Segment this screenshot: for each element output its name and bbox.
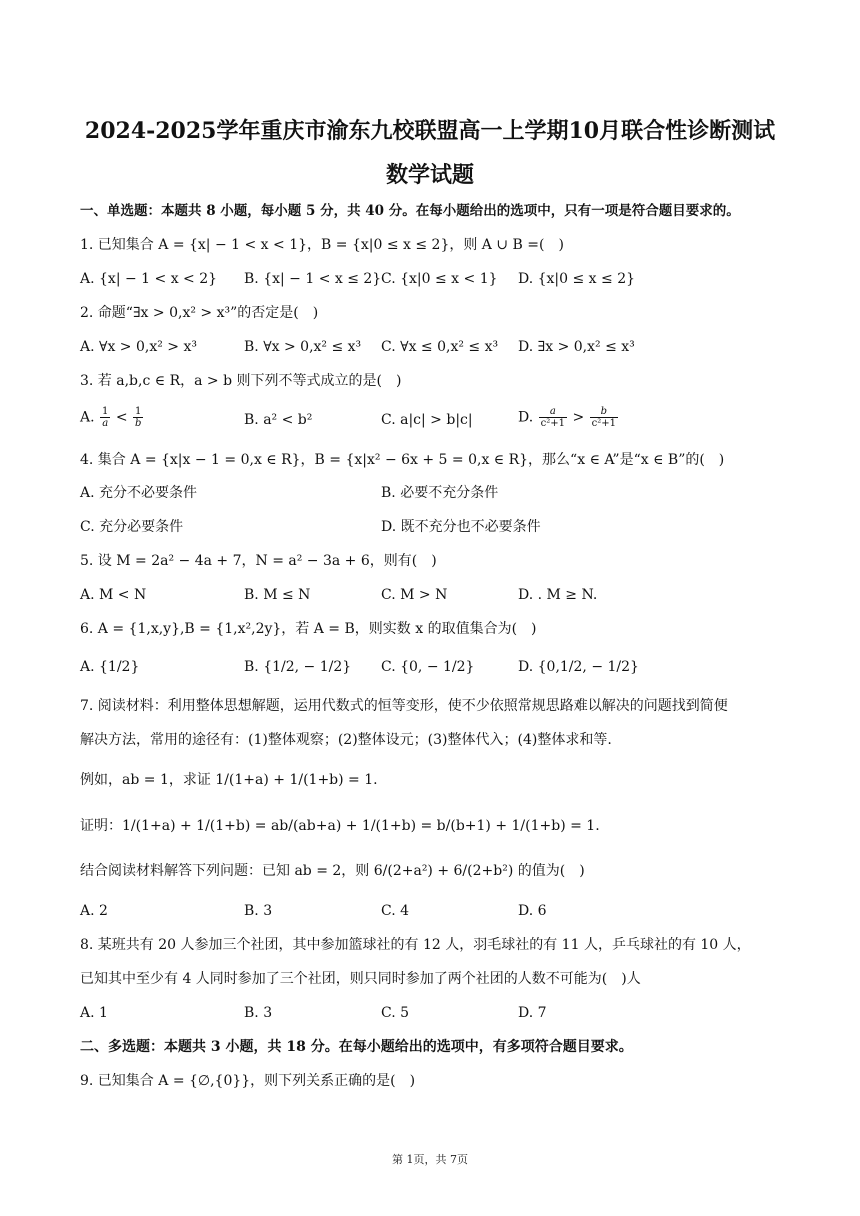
question-5-option-b: B. M ≤ N [244, 587, 311, 603]
exam-title-line1: 2024-2025学年重庆市渝东九校联盟高一上学期10月联合性诊断测试 [84, 118, 776, 144]
fraction-numerator: 1 [133, 406, 143, 418]
question-7-example: 例如，ab = 1，求证 1/(1+a) + 1/(1+b) = 1. [80, 772, 378, 788]
question-3-option-d-fraction-1 [539, 406, 567, 429]
fraction-denominator: b [135, 418, 142, 429]
question-4-option-c: C. 充分必要条件 [80, 519, 184, 535]
question-7-option-a: A. 2 [80, 903, 108, 919]
question-3-option-a-fraction-1 [100, 406, 110, 429]
question-4-option-d: D. 既不充分也不必要条件 [381, 519, 541, 535]
fraction-numerator: a [539, 406, 567, 418]
question-7-option-d: D. 6 [518, 903, 547, 919]
question-7-proof: 证明：1/(1+a) + 1/(1+b) = ab/(ab+a) + 1/(1+b) = b/(b+1) + 1/(1+b) = 1. [80, 818, 600, 834]
fraction-numerator: b [590, 406, 618, 418]
question-2-option-b: B. ∀x > 0,x² ≤ x³ [244, 339, 362, 355]
question-5-option-a: A. M < N [80, 587, 147, 603]
question-2-option-d: D. ∃x > 0,x² ≤ x³ [518, 339, 635, 355]
question-3-option-a [80, 406, 144, 429]
question-6-stem: 6. A = {1,x,y},B = {1,x²,2y}，若 A = B，则实数 x 的取值集合为( ) [80, 621, 537, 637]
question-4-stem: 4. 集合 A = {x|x − 1 = 0,x ∈ R}，B = {x|x² − 6x + 5 = 0,x ∈ R}，那么“x ∈ A”是“x ∈ B”的( ) [80, 452, 725, 468]
question-3-stem: 3. 若 a,b,c ∈ R，a > b 则下列不等式成立的是( ) [80, 373, 402, 389]
question-1-option-c: C. {x|0 ≤ x < 1} [381, 271, 498, 287]
question-1-option-d: D. {x|0 ≤ x ≤ 2} [518, 271, 636, 287]
question-3-option-a-label: A. [80, 409, 95, 426]
question-1-stem: 1. 已知集合 A = {x| − 1 < x < 1}，B = {x|0 ≤ x ≤ 2}，则 A ∪ B =( ) [80, 237, 564, 253]
section-heading-multiple-choice: 二、多选题：本题共 3 小题，共 18 分。在每小题给出的选项中，有多项符合题目要求。 [80, 1039, 633, 1055]
question-8-option-d: D. 7 [518, 1005, 547, 1021]
question-4-option-b: B. 必要不充分条件 [381, 485, 499, 501]
exam-title-line2: 数学试题 [385, 162, 474, 188]
question-8-option-c: C. 5 [381, 1005, 410, 1021]
question-4-option-a: A. 充分不必要条件 [80, 485, 198, 501]
question-7-line-1: 7. 阅读材料：利用整体思想解题，运用代数式的恒等变形，使不少依照常规思路难以解决的问题找到简便 [80, 698, 728, 714]
question-7-line-2: 解决方法，常用的途径有：(1)整体观察；(2)整体设元；(3)整体代入；(4)整体求和等. [80, 732, 612, 748]
question-8-line-1: 8. 某班共有 20 人参加三个社团，其中参加篮球社的有 12 人，羽毛球社的有 11 人，乒乓球社的有 10 人， [80, 937, 751, 953]
question-5-option-c: C. M > N [381, 587, 448, 603]
question-3-option-d-label: D. [518, 409, 534, 426]
question-3-option-d [518, 406, 619, 429]
question-3-option-c: C. a|c| > b|c| [381, 412, 473, 428]
question-6-option-a: A. {1/2} [80, 659, 140, 675]
question-2-option-c: C. ∀x ≤ 0,x² ≤ x³ [381, 339, 499, 355]
question-8-option-b: B. 3 [244, 1005, 273, 1021]
question-5-stem: 5. 设 M = 2a² − 4a + 7，N = a² − 3a + 6，则有( ) [80, 553, 437, 569]
question-3-option-a-fraction-2 [133, 406, 143, 429]
fraction-numerator: 1 [102, 406, 109, 417]
question-6-option-d: D. {0,1/2, − 1/2} [518, 659, 639, 675]
question-3-option-a-operator: < [115, 409, 128, 426]
question-7-ask: 结合阅读材料解答下列问题：已知 ab = 2，则 6/(2+a²) + 6/(2+b²) 的值为( ) [80, 863, 585, 879]
question-3-option-d-operator: > [572, 409, 585, 426]
question-7-option-c: C. 4 [381, 903, 410, 919]
question-7-option-b: B. 3 [244, 903, 273, 919]
question-8-line-2: 已知其中至少有 4 人同时参加了三个社团，则只同时参加了两个社团的人数不可能为( )人 [80, 971, 641, 987]
question-6-option-c: C. {0, − 1/2} [381, 659, 475, 675]
page-footer: 第 1页，共 7页 [392, 1153, 468, 1166]
question-1-option-b: B. {x| − 1 < x ≤ 2} [244, 271, 382, 287]
question-3-option-d-fraction-2 [590, 406, 618, 429]
question-2-stem: 2. 命题“∃x > 0,x² > x³”的否定是( ) [80, 305, 319, 321]
fraction-denominator: a [102, 418, 109, 429]
question-2-option-a: A. ∀x > 0,x² > x³ [80, 339, 197, 355]
section-heading-single-choice: 一、单选题：本题共 8 小题，每小题 5 分，共 40 分。在每小题给出的选项中，只有一项是符合题目要求的。 [80, 203, 740, 219]
question-8-option-a: A. 1 [80, 1005, 108, 1021]
fraction-denominator: c²+1 [540, 418, 565, 429]
question-1-option-a: A. {x| − 1 < x < 2} [80, 271, 218, 287]
question-6-option-b: B. {1/2, − 1/2} [244, 659, 352, 675]
question-3-option-b: B. a² < b² [244, 412, 313, 428]
question-9-stem: 9. 已知集合 A = {∅,{0}}，则下列关系正确的是( ) [80, 1073, 416, 1089]
fraction-denominator: c²+1 [591, 418, 616, 429]
question-5-option-d: D. . M ≥ N. [518, 587, 598, 603]
